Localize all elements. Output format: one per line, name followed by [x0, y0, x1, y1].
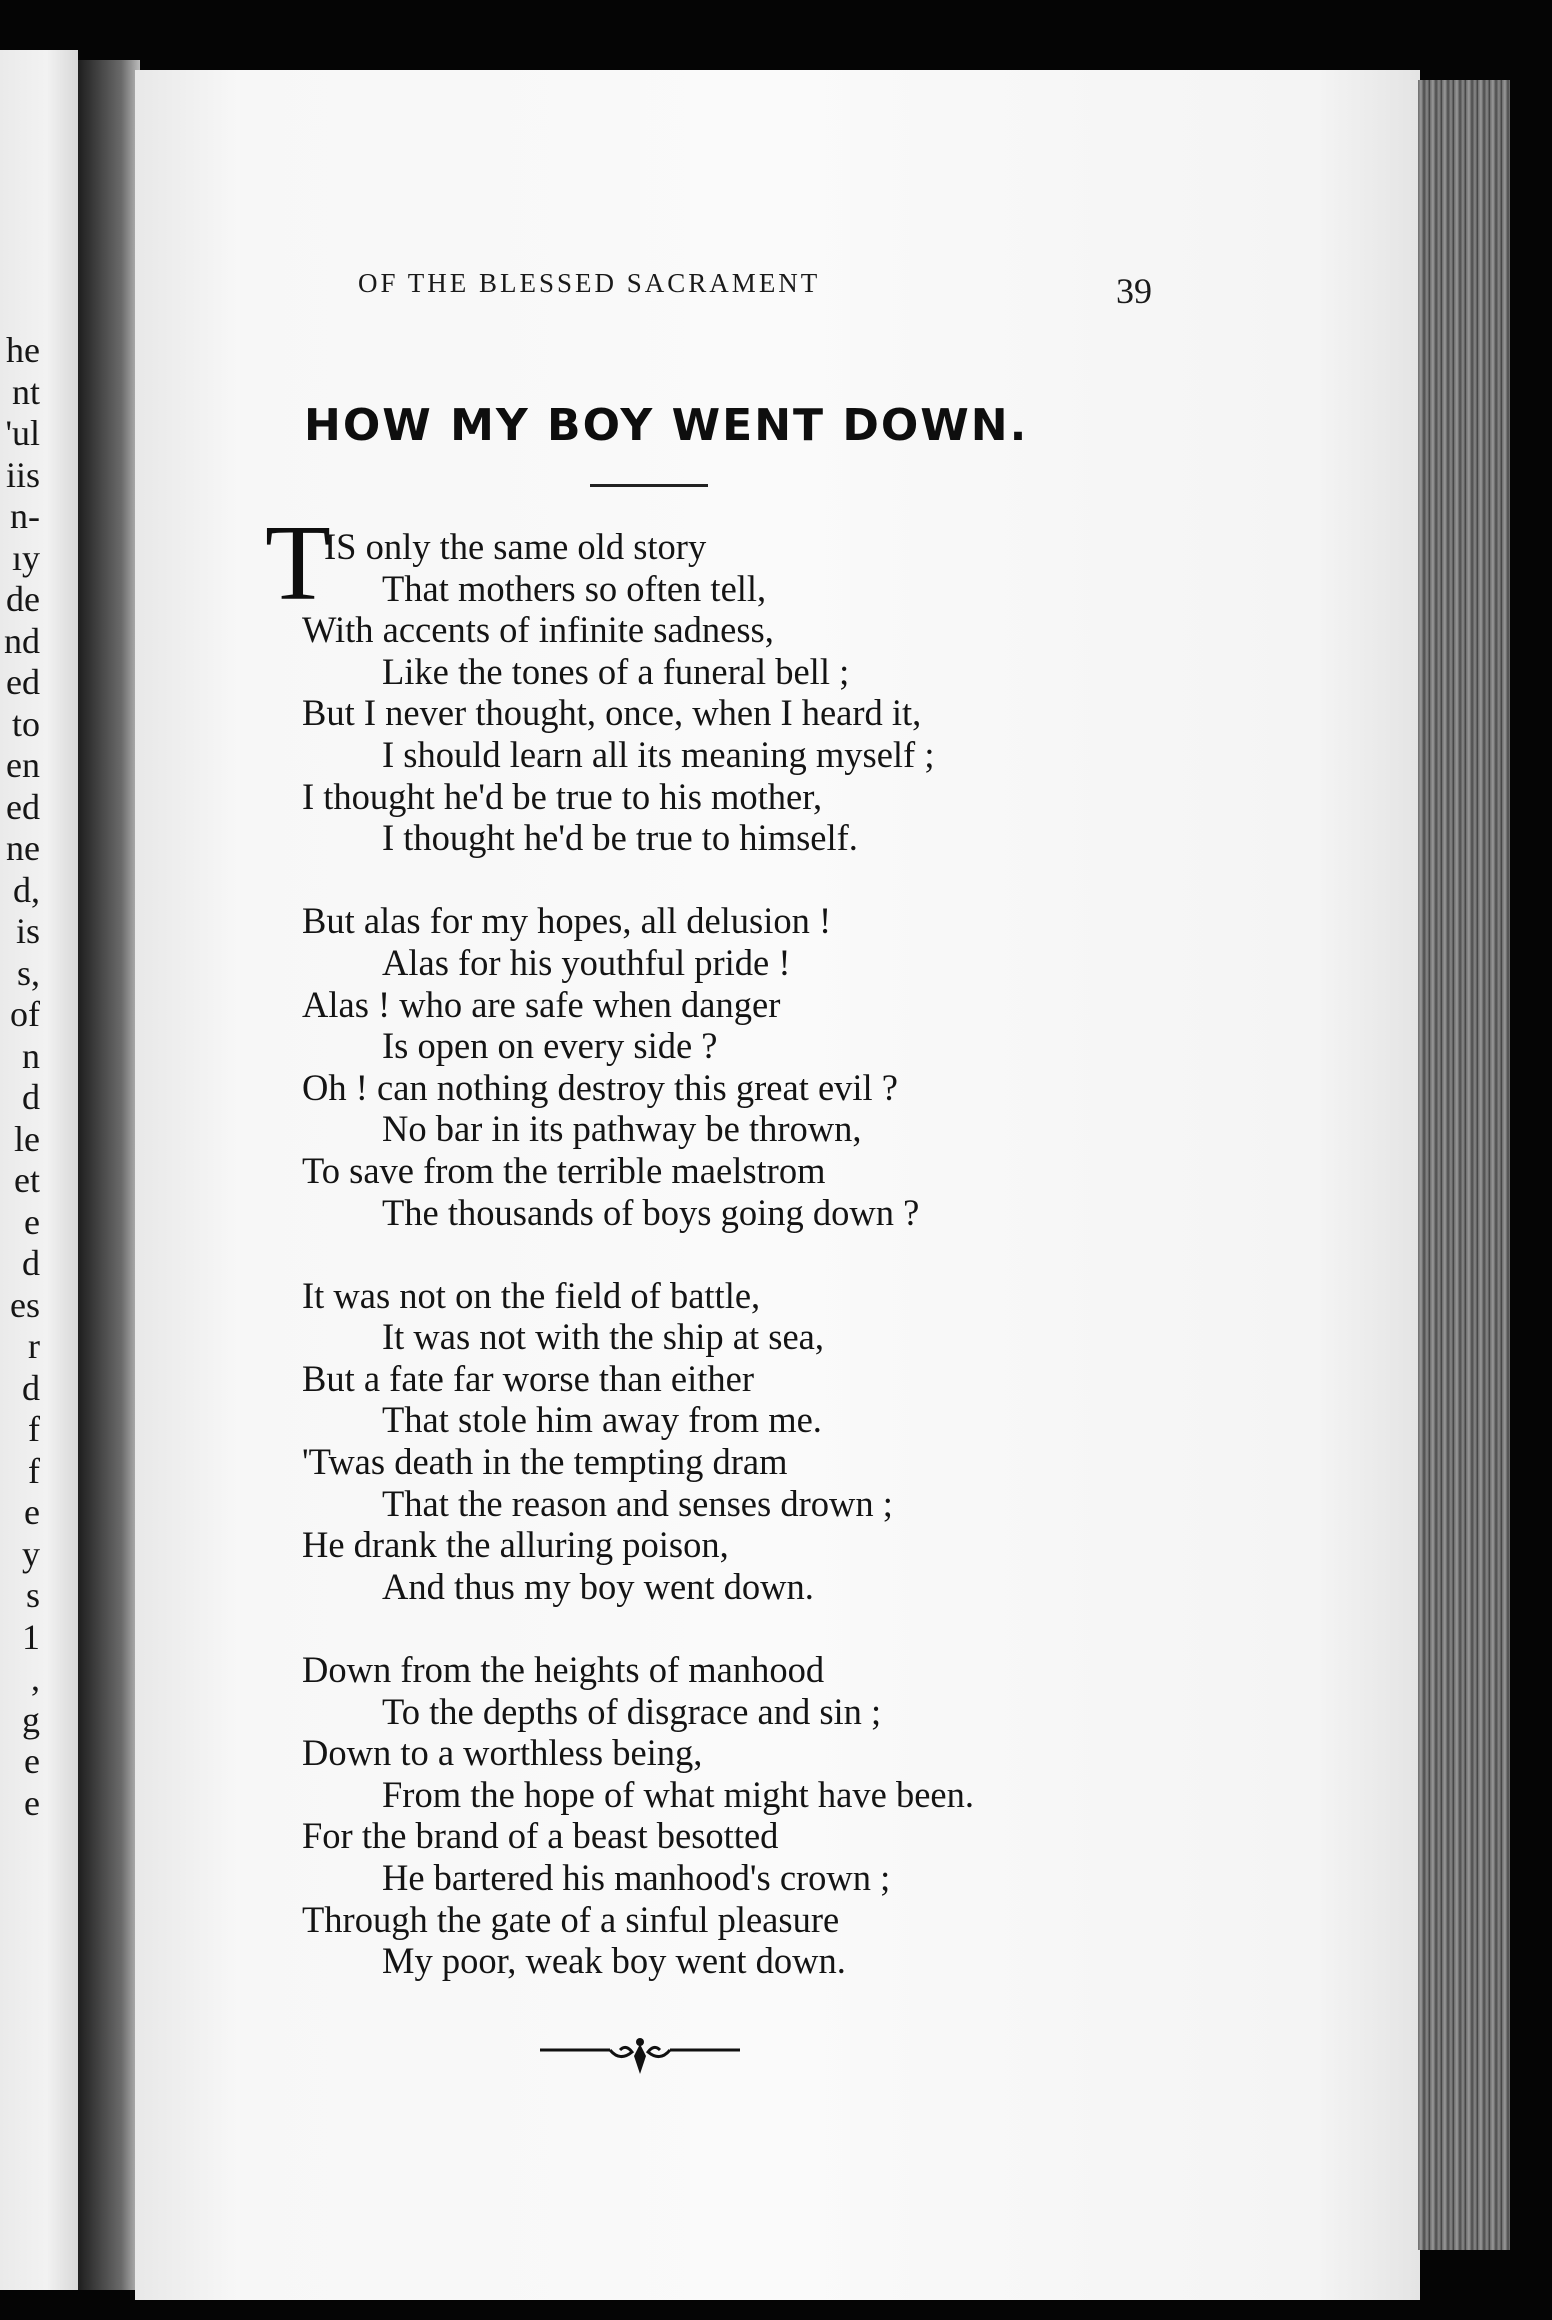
poem-line: That stole him away from me.	[382, 1399, 822, 1441]
poem-title: HOW MY BOY WENT DOWN.	[304, 400, 1029, 451]
poem-line: But a fate far worse than either	[302, 1357, 754, 1399]
stanza-gap	[302, 1233, 1402, 1275]
poem-line: It was not on the field of battle,	[302, 1274, 761, 1316]
running-head: OF THE BLESSED SACRAMENT	[358, 268, 821, 298]
facing-page-fragment: 'ul	[5, 413, 40, 453]
facing-page-fragment: g	[22, 1699, 40, 1740]
facing-page-fragment: nd	[4, 620, 40, 661]
facing-page-fragment: nt	[11, 371, 40, 412]
poem-line: But I never thought, once, when I heard it,	[302, 692, 922, 734]
facing-page-fragment: ed	[6, 662, 40, 702]
facing-page-fragment: to	[11, 703, 40, 744]
facing-page-fragment: d	[22, 1367, 40, 1408]
facing-page-fragment: f	[28, 1450, 40, 1491]
page-number: 39	[1116, 271, 1152, 311]
poem-line: I should learn all its meaning myself ;	[382, 733, 935, 775]
facing-page-fragment: y	[22, 1533, 40, 1574]
facing-page-fragment: ,	[31, 1658, 40, 1698]
facing-page-fragment: en	[6, 745, 40, 785]
facing-page-fragment: d	[22, 1243, 40, 1283]
facing-page-fragment: e	[24, 1201, 40, 1242]
facing-page-fragment: 1	[22, 1616, 40, 1657]
poem-line: And thus my boy went down.	[382, 1565, 814, 1607]
poem-line: He bartered his manhood's crown ;	[382, 1857, 891, 1898]
poem-line: Like the tones of a funeral bell ;	[382, 650, 850, 692]
title-rule	[590, 484, 708, 487]
poem-line: IS only the same old story	[324, 526, 707, 567]
facing-page-fragment: of	[10, 994, 40, 1034]
facing-page-fragment: d,	[13, 869, 40, 910]
poem-line: It was not with the ship at sea,	[382, 1316, 824, 1358]
facing-page-fragment: de	[6, 579, 40, 619]
facing-page-fragment: e	[24, 1782, 40, 1823]
poem-line: Oh ! can nothing destroy this great evil ?	[302, 1066, 899, 1108]
poem-line: Alas ! who are safe when danger	[302, 983, 781, 1025]
poem-line: From the hope of what might have been.	[382, 1773, 974, 1815]
poem-line: I thought he'd be true to himself.	[382, 817, 858, 859]
poem-line: But alas for my hopes, all delusion !	[302, 900, 832, 942]
poem-line: I thought he'd be true to his mother,	[302, 775, 823, 817]
facing-page-fragment: iis	[5, 454, 40, 495]
poem-body	[302, 526, 1402, 1982]
facing-page-fragment: f	[28, 1409, 40, 1449]
poem-line: To the depths of disgrace and sin ;	[382, 1690, 882, 1732]
poem-line: Alas for his youthful pride !	[382, 941, 791, 983]
facing-page-fragment: he	[6, 330, 40, 370]
drop-cap: T	[265, 504, 331, 623]
poem-line: Down to a worthless being,	[302, 1732, 703, 1774]
poem-line: My poor, weak boy went down.	[382, 1940, 846, 1982]
facing-page-fragment: n-	[10, 496, 40, 536]
stanza-gap	[302, 859, 1402, 901]
facing-page-fragment: n	[22, 1035, 40, 1076]
facing-page-fragment: e	[24, 1741, 40, 1781]
facing-page-fragment: s,	[16, 952, 40, 993]
poem-line: Down from the heights of manhood	[302, 1649, 825, 1691]
fleuron-ornament-icon	[540, 2030, 740, 2090]
facing-page-text-fragments	[0, 330, 40, 1824]
facing-page-fragment: ed	[6, 786, 40, 827]
poem-line: To save from the terrible maelstrom	[302, 1149, 826, 1191]
facing-page-fragment: es	[10, 1284, 40, 1325]
facing-page-fragment: s	[25, 1575, 40, 1615]
stanza-gap	[302, 1607, 1402, 1649]
poem-line: Is open on every side ?	[382, 1025, 718, 1067]
facing-page-fragment: d	[22, 1077, 40, 1117]
poem-line: The thousands of boys going down ?	[382, 1191, 920, 1233]
poem-line: For the brand of a beast besotted	[302, 1815, 779, 1857]
poem-line: No bar in its pathway be thrown,	[382, 1108, 862, 1150]
facing-page-fragment: le	[14, 1118, 40, 1159]
page-edges	[1418, 80, 1510, 2250]
poem-line: That mothers so often tell,	[382, 567, 767, 609]
poem-line: That the reason and senses drown ;	[382, 1482, 893, 1524]
poem-line: He drank the alluring poison,	[302, 1524, 729, 1566]
facing-page-fragment: et	[14, 1160, 40, 1200]
facing-page-fragment: e	[24, 1492, 40, 1532]
poem-line: 'Twas death in the tempting dram	[302, 1441, 788, 1483]
facing-page-fragment: ne	[6, 828, 40, 868]
facing-page-fragment: ıy	[11, 537, 40, 578]
book-gutter	[78, 60, 140, 2290]
facing-page-fragment: is	[15, 911, 40, 951]
poem-line: Through the gate of a sinful pleasure	[302, 1898, 840, 1940]
poem-line: With accents of infinite sadness,	[302, 609, 774, 651]
facing-page-fragment: r	[28, 1326, 40, 1366]
